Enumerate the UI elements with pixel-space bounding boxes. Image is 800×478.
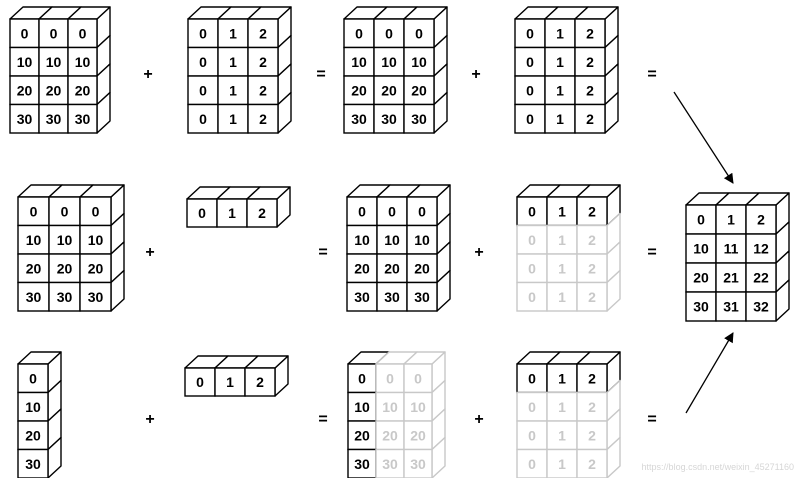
cell-value: 0 — [49, 25, 58, 42]
cell-value: 2 — [259, 25, 267, 42]
cell-value: 0 — [198, 205, 206, 221]
grid-row2-d — [517, 185, 620, 311]
grid-cell — [686, 263, 716, 292]
grid-cell — [39, 105, 68, 134]
cell-value: 0 — [199, 53, 207, 70]
cell-value: 30 — [381, 110, 397, 127]
cell-value: 1 — [727, 211, 735, 228]
grid-cell — [545, 105, 575, 134]
cell-value: 0 — [526, 53, 534, 70]
cell-value: 1 — [558, 398, 566, 415]
cell-value: 0 — [526, 25, 534, 42]
cell-value: 10 — [354, 398, 370, 415]
grid-cell — [18, 283, 49, 312]
cell-value: 2 — [588, 370, 596, 387]
grid-cell — [547, 254, 577, 283]
grid-cell — [517, 450, 547, 478]
cell-value: 0 — [199, 82, 207, 99]
grid-row3-b — [185, 356, 288, 396]
plus-operator: + — [145, 244, 155, 261]
cell-value: 2 — [256, 374, 264, 390]
cell-value: 20 — [414, 260, 430, 277]
grid-cell — [376, 421, 404, 450]
grid-cell — [245, 356, 288, 396]
grid-row2-c — [347, 185, 450, 311]
cell-value: 1 — [556, 53, 564, 70]
cell-value: 10 — [382, 398, 398, 415]
equals-operator: = — [647, 66, 657, 83]
cell-value: 0 — [385, 25, 393, 42]
grid-row3-d — [517, 352, 620, 478]
cell-value: 2 — [258, 205, 266, 221]
grid-cell — [347, 254, 377, 283]
cell-value: 20 — [693, 269, 709, 286]
cell-value: 2 — [259, 82, 267, 99]
grid-cell — [348, 450, 376, 478]
cell-value: 30 — [354, 288, 370, 305]
cell-value: 10 — [16, 53, 33, 70]
cell-value: 20 — [384, 260, 400, 277]
cell-value: 30 — [56, 288, 73, 305]
cell-value: 1 — [229, 110, 237, 127]
grid-result — [686, 193, 789, 321]
grid-cell — [515, 76, 545, 105]
cell-value: 1 — [229, 53, 237, 70]
grids-layer — [10, 7, 789, 478]
watermark-text: https://blog.csdn.net/weixin_45271160 — [641, 462, 794, 472]
grid-cell — [686, 234, 716, 263]
grid-cell — [374, 48, 404, 77]
cell-value: 10 — [351, 53, 367, 70]
grid-cell — [218, 48, 248, 77]
grid-row1-b — [188, 7, 291, 133]
cell-value: 0 — [526, 82, 534, 99]
cell-value: 0 — [528, 398, 536, 415]
cell-value: 0 — [199, 110, 207, 127]
cell-value: 1 — [229, 82, 237, 99]
cell-value: 2 — [588, 231, 596, 248]
cell-value: 0 — [528, 427, 536, 444]
grid-row1-a — [10, 7, 110, 133]
cell-value: 10 — [414, 231, 430, 248]
plus-operator: + — [474, 411, 484, 428]
plus-operator: + — [143, 66, 153, 83]
cell-value: 30 — [354, 455, 370, 472]
cell-value: 2 — [586, 53, 594, 70]
plus-operator: + — [471, 66, 481, 83]
cell-value: 20 — [25, 260, 42, 277]
plus-operator: + — [474, 244, 484, 261]
cell-value: 0 — [697, 211, 705, 228]
grid-cell — [188, 48, 218, 77]
cell-value: 30 — [16, 110, 33, 127]
grid-cell — [39, 76, 68, 105]
cell-value: 20 — [382, 427, 398, 444]
grid-cell — [49, 283, 80, 312]
cell-value: 12 — [753, 240, 769, 257]
grid-row1-c — [344, 7, 447, 133]
cell-value: 2 — [588, 398, 596, 415]
grid-row3-c — [348, 352, 445, 478]
cell-value: 11 — [723, 240, 739, 257]
cell-value: 1 — [229, 25, 237, 42]
grid-cell — [49, 226, 80, 255]
cell-value: 22 — [753, 269, 769, 286]
cell-value: 10 — [381, 53, 397, 70]
grid-cell — [348, 393, 376, 422]
grid-cell — [18, 254, 49, 283]
grid-cell — [10, 105, 39, 134]
grid-row2-a — [18, 185, 124, 311]
cell-value: 0 — [418, 203, 426, 220]
cell-value: 20 — [354, 427, 370, 444]
grid-cell — [545, 76, 575, 105]
cell-value: 10 — [74, 53, 91, 70]
equals-operator: = — [318, 411, 328, 428]
grid-row1-d — [515, 7, 618, 133]
grid-cell — [347, 283, 377, 312]
cell-value: 30 — [87, 288, 104, 305]
cell-value: 0 — [386, 370, 394, 387]
cell-value: 0 — [526, 110, 534, 127]
cell-value: 0 — [355, 25, 363, 42]
arrow-top-to-result — [674, 92, 733, 183]
cell-value: 10 — [693, 240, 709, 257]
grid-row2-b — [187, 187, 290, 227]
cell-value: 30 — [351, 110, 367, 127]
cell-value: 2 — [586, 82, 594, 99]
grid-cell — [49, 254, 80, 283]
cell-value: 20 — [87, 260, 104, 277]
cell-value: 1 — [226, 374, 234, 390]
cell-value: 2 — [588, 260, 596, 277]
cell-value: 0 — [528, 260, 536, 277]
cell-value: 30 — [382, 455, 398, 472]
cell-value: 20 — [411, 82, 427, 99]
cell-value: 0 — [358, 370, 366, 387]
cell-value: 30 — [411, 110, 427, 127]
cell-value: 1 — [556, 110, 564, 127]
grid-cell — [517, 254, 547, 283]
grid-cell — [218, 105, 248, 134]
arrow-bottom-to-result — [686, 333, 733, 413]
grid-cell — [376, 450, 404, 478]
grid-cell — [188, 105, 218, 134]
grid-cell — [374, 76, 404, 105]
cell-value: 0 — [528, 231, 536, 248]
cell-value: 30 — [25, 455, 41, 472]
cell-value: 30 — [384, 288, 400, 305]
cell-value: 2 — [259, 110, 267, 127]
equals-operator: = — [316, 66, 326, 83]
cell-value: 1 — [558, 370, 566, 387]
grid-cell — [515, 48, 545, 77]
cell-value: 0 — [528, 203, 536, 220]
grid-cell — [218, 76, 248, 105]
grid-cell — [376, 393, 404, 422]
grid-cell — [545, 48, 575, 77]
cell-value: 0 — [528, 455, 536, 472]
cell-value: 1 — [556, 82, 564, 99]
grid-cell — [716, 263, 746, 292]
cell-value: 30 — [74, 110, 91, 127]
grid-cell — [344, 76, 374, 105]
cell-value: 1 — [558, 427, 566, 444]
cell-value: 1 — [558, 231, 566, 248]
grid-cell — [377, 226, 407, 255]
equals-operator: = — [318, 244, 328, 261]
cell-value: 2 — [588, 455, 596, 472]
cell-value: 1 — [228, 205, 236, 221]
cell-value: 0 — [91, 203, 100, 220]
cell-value: 20 — [45, 82, 62, 99]
cell-value: 10 — [56, 231, 73, 248]
grid-cell — [547, 450, 577, 478]
grid-cell — [374, 105, 404, 134]
cell-value: 2 — [588, 288, 596, 305]
grid-cell — [39, 48, 68, 77]
cell-value: 21 — [723, 269, 739, 286]
cell-value: 10 — [45, 53, 62, 70]
cell-value: 2 — [588, 203, 596, 220]
cell-value: 10 — [87, 231, 104, 248]
grid-cell — [348, 421, 376, 450]
cell-value: 20 — [16, 82, 33, 99]
cell-value: 10 — [410, 398, 426, 415]
equals-operator: = — [647, 244, 657, 261]
cell-value: 0 — [199, 25, 207, 42]
grid-cell — [10, 76, 39, 105]
cell-value: 20 — [56, 260, 73, 277]
grid-cell — [686, 292, 716, 321]
cell-value: 1 — [558, 455, 566, 472]
cell-value: 0 — [196, 374, 204, 390]
cell-value: 2 — [259, 53, 267, 70]
grid-cell — [188, 76, 218, 105]
grid-cell — [547, 283, 577, 312]
cell-value: 32 — [753, 298, 769, 315]
cell-value: 30 — [693, 298, 709, 315]
cell-value: 20 — [351, 82, 367, 99]
grid-cell — [344, 48, 374, 77]
cell-value: 10 — [354, 231, 370, 248]
grid-cell — [377, 283, 407, 312]
cell-value: 0 — [415, 25, 423, 42]
grid-cell — [716, 292, 746, 321]
grid-cell — [517, 393, 547, 422]
cell-value: 0 — [528, 370, 536, 387]
grid-cell — [18, 226, 49, 255]
cell-value: 30 — [414, 288, 430, 305]
cell-value: 1 — [558, 260, 566, 277]
plus-operator: + — [145, 411, 155, 428]
equals-operator: = — [647, 411, 657, 428]
cell-value: 0 — [78, 25, 87, 42]
cell-value: 20 — [410, 427, 426, 444]
cell-value: 0 — [29, 370, 37, 387]
grid-cell — [344, 105, 374, 134]
cell-value: 10 — [384, 231, 400, 248]
grid-cell — [517, 421, 547, 450]
cell-value: 1 — [558, 288, 566, 305]
cell-value: 30 — [25, 288, 42, 305]
cell-value: 20 — [381, 82, 397, 99]
cell-value: 1 — [558, 203, 566, 220]
grid-cell — [247, 187, 290, 227]
cell-value: 2 — [586, 110, 594, 127]
grid-cell — [517, 283, 547, 312]
cell-value: 30 — [45, 110, 62, 127]
cell-value: 0 — [29, 203, 38, 220]
cell-value: 0 — [388, 203, 396, 220]
grid-cell — [716, 234, 746, 263]
cell-value: 30 — [410, 455, 426, 472]
grid-cell — [547, 226, 577, 255]
cell-value: 2 — [586, 25, 594, 42]
grid-cell — [515, 105, 545, 134]
cell-value: 20 — [25, 427, 41, 444]
grid-row3-a — [18, 352, 61, 478]
cell-value: 0 — [528, 288, 536, 305]
cell-value: 10 — [411, 53, 427, 70]
cell-value: 0 — [20, 25, 29, 42]
grid-cell — [10, 48, 39, 77]
cell-value: 0 — [358, 203, 366, 220]
cell-value: 20 — [74, 82, 91, 99]
cell-value: 0 — [414, 370, 422, 387]
cell-value: 31 — [723, 298, 739, 315]
cell-value: 2 — [588, 427, 596, 444]
grid-cell — [517, 226, 547, 255]
grid-cell — [547, 393, 577, 422]
cell-value: 2 — [757, 211, 765, 228]
grid-cell — [347, 226, 377, 255]
cell-value: 10 — [25, 398, 41, 415]
cell-value: 10 — [25, 231, 42, 248]
grid-cell — [547, 421, 577, 450]
grid-cell — [377, 254, 407, 283]
cell-value: 0 — [60, 203, 69, 220]
cell-value: 1 — [556, 25, 564, 42]
cell-value: 20 — [354, 260, 370, 277]
